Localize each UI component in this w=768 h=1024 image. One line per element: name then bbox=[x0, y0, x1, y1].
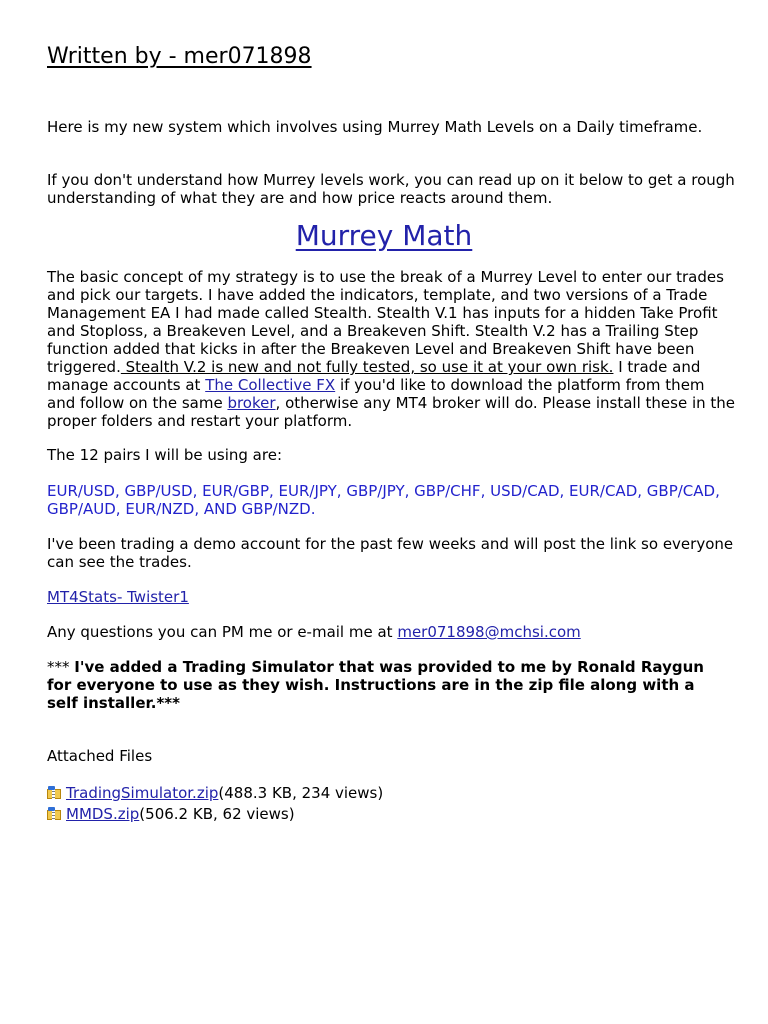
simulator-stars: *** bbox=[47, 658, 75, 676]
questions-paragraph bbox=[47, 623, 581, 641]
mt4stats-link[interactable]: MT4Stats- Twister1 bbox=[47, 588, 189, 606]
pairs-list: EUR/USD, GBP/USD, EUR/GBP, EUR/JPY, GBP/JPY, GBP/CHF, USD/CAD, EUR/CAD, GBP/CAD, GBP/AUD, EUR/NZD, AND GBP/NZD. bbox=[47, 482, 720, 518]
attachment-row bbox=[47, 803, 383, 824]
email-link[interactable]: mer071898@mchsi.com bbox=[397, 623, 581, 641]
attached-files-label: Attached Files bbox=[47, 747, 153, 765]
strategy-text-2: I trade and manage accounts at bbox=[47, 358, 701, 394]
attachment-link-mmds[interactable]: MMDS.zip bbox=[66, 804, 140, 823]
strategy-text-3: if you'd like to download the platform from them and follow on the same bbox=[47, 376, 705, 412]
collective-fx-link[interactable]: The Collective FX bbox=[205, 376, 336, 394]
stealth-warning: Stealth V.2 is new and not fully tested, so use it at your own risk. bbox=[120, 358, 614, 376]
zip-file-icon bbox=[47, 786, 63, 800]
strategy-text: The basic concept of my strategy is to use the break of a Murrey Level to enter our trades and pick our targets. I have added the indicators, template, and two versions of a Trade Management EA I had made called Stealth. Stealth V.1 has inputs for a hidden Take Profit and Stoploss, a Breakeven Level, and a Breakeven Shift. Stealth V.2 has a Trailing Step function added that kicks in after the Breakeven Level and Breakeven Shift have been triggered. bbox=[47, 268, 724, 376]
broker-link[interactable]: broker bbox=[227, 394, 276, 412]
pairs-intro: The 12 pairs I will be using are: bbox=[47, 446, 282, 464]
demo-paragraph: I've been trading a demo account for the past few weeks and will post the link so everyone can see the trades. bbox=[47, 535, 734, 571]
simulator-note bbox=[47, 658, 723, 712]
strategy-paragraph bbox=[47, 268, 737, 430]
post-title: Written by - mer071898 bbox=[47, 44, 312, 69]
questions-text: Any questions you can PM me or e-mail me at bbox=[47, 623, 398, 641]
attached-files-list bbox=[47, 782, 383, 824]
simulator-text: I've added a Trading Simulator that was provided to me by Ronald Raygun for everyone to use as they wish. Instructions are in the zip file along with a self installer.*** bbox=[47, 658, 704, 712]
attachment-row bbox=[47, 782, 383, 803]
attachment-info: (488.3 KB, 234 views) bbox=[218, 783, 384, 802]
attachment-info: (506.2 KB, 62 views) bbox=[139, 804, 295, 823]
strategy-text-4: , otherwise any MT4 broker will do. Please install these in the proper folders and restart your platform. bbox=[47, 394, 736, 430]
zip-file-icon bbox=[47, 807, 63, 821]
intro-paragraph: Here is my new system which involves using Murrey Math Levels on a Daily timeframe. bbox=[47, 118, 703, 136]
stats-paragraph bbox=[47, 588, 189, 606]
attachment-link-tradingsimulator[interactable]: TradingSimulator.zip bbox=[66, 783, 219, 802]
murrey-math-link[interactable]: Murrey Math bbox=[295, 219, 473, 252]
understand-paragraph: If you don't understand how Murrey levels work, you can read up on it below to get a rough understanding of what they are and how price reacts around them. bbox=[47, 171, 735, 207]
